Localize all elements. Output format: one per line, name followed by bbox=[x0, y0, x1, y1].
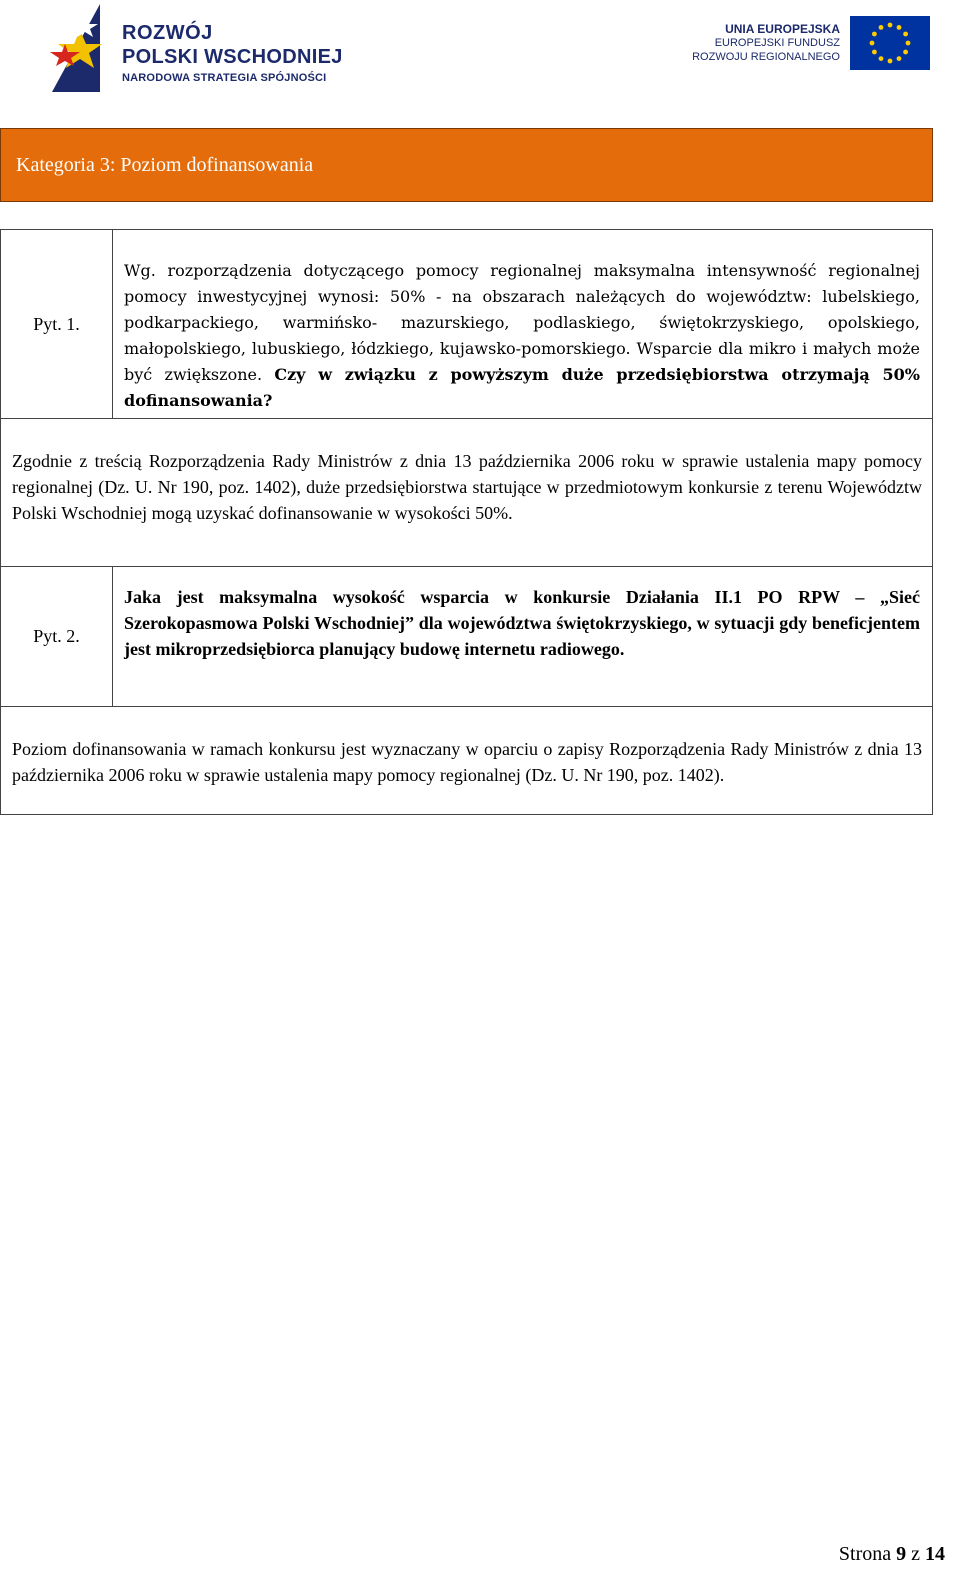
question-main: Czy w związku z powyższym duże przedsiębiorstwa otrzymają 50% dofinansowania? bbox=[124, 365, 920, 410]
rpw-emblem-icon bbox=[48, 4, 118, 92]
question-text bbox=[113, 230, 932, 418]
category-title: Kategoria 3: Poziom dofinansowania bbox=[16, 154, 314, 176]
page-prefix: Strona bbox=[838, 1543, 892, 1565]
question-text: Jaka jest maksymalna wysokość wsparcia w konkursie Działania II.1 PO RPW – „Sieć Szerokopasmowa Polski Wschodniej” dla województwa świętokrzyskiego, w sytuacji gdy beneficjentem jest mikroprzedsiębiorca planujący budowę internetu radiowego. bbox=[124, 587, 920, 659]
page-total: 14 bbox=[925, 1543, 945, 1565]
category-banner bbox=[0, 128, 933, 202]
question-intro: Wg. rozporządzenia dotyczącego pomocy regionalnej maksymalna intensywność regionalnej pomocy inwestycyjnej wynosi: 50% - na obszarach należących do województw: lubelskiego, podkarpackiego, warmińsko- mazurskiego, podlaskiego, świętokrzyskiego, opolskiego, małopolskiego, lubuskiego, łódzkiego, kujawsko-pomorskiego. Wsparcie dla mikro i małych może być zwiększone. bbox=[124, 261, 920, 384]
qa-table bbox=[0, 229, 933, 815]
eu-logo-line2: EUROPEJSKI FUNDUSZ bbox=[714, 37, 840, 49]
eu-logo-line3: ROZWOJU REGIONALNEGO bbox=[692, 51, 840, 63]
eu-logo bbox=[692, 16, 950, 76]
rpw-logo-line1: ROZWÓJ bbox=[122, 22, 213, 44]
question-label: Pyt. 2. bbox=[1, 567, 113, 706]
answer-row: Poziom dofinansowania w ramach konkursu jest wyznaczany w oparciu o zapisy Rozporządzenia Rady Ministrów z dnia 13 października 2006 roku w sprawie ustalenia mapy pomocy regionalnej (Dz. U. Nr 190, poz. 1402). bbox=[12, 739, 922, 785]
eu-logo-line1: UNIA EUROPEJSKA bbox=[725, 22, 840, 36]
page-footer bbox=[839, 1543, 945, 1566]
rpw-logo-line2: POLSKI WSCHODNIEJ bbox=[122, 46, 343, 68]
question-row bbox=[1, 567, 932, 707]
question-label: Pyt. 1. bbox=[1, 230, 113, 418]
eu-flag-icon bbox=[850, 16, 930, 70]
page-number: 9 bbox=[896, 1543, 907, 1565]
rozwoj-polski-wschodniej-logo bbox=[48, 4, 358, 92]
question-row bbox=[1, 230, 932, 419]
page-header bbox=[0, 0, 960, 110]
rpw-logo-line3: NARODOWA STRATEGIA SPÓJNOŚCI bbox=[122, 72, 327, 84]
page-separator: z bbox=[911, 1543, 920, 1565]
answer-row: Zgodnie z treścią Rozporządzenia Rady Ministrów z dnia 13 października 2006 roku w sprawie ustalenia mapy pomocy regionalnej (Dz. U. Nr 190, poz. 1402), duże przedsiębiorstwa startujące w przedmiotowym konkursie z terenu Województw Polski Wschodniej mogą uzyskać dofinansowanie w wysokości 50%. bbox=[1, 419, 932, 567]
